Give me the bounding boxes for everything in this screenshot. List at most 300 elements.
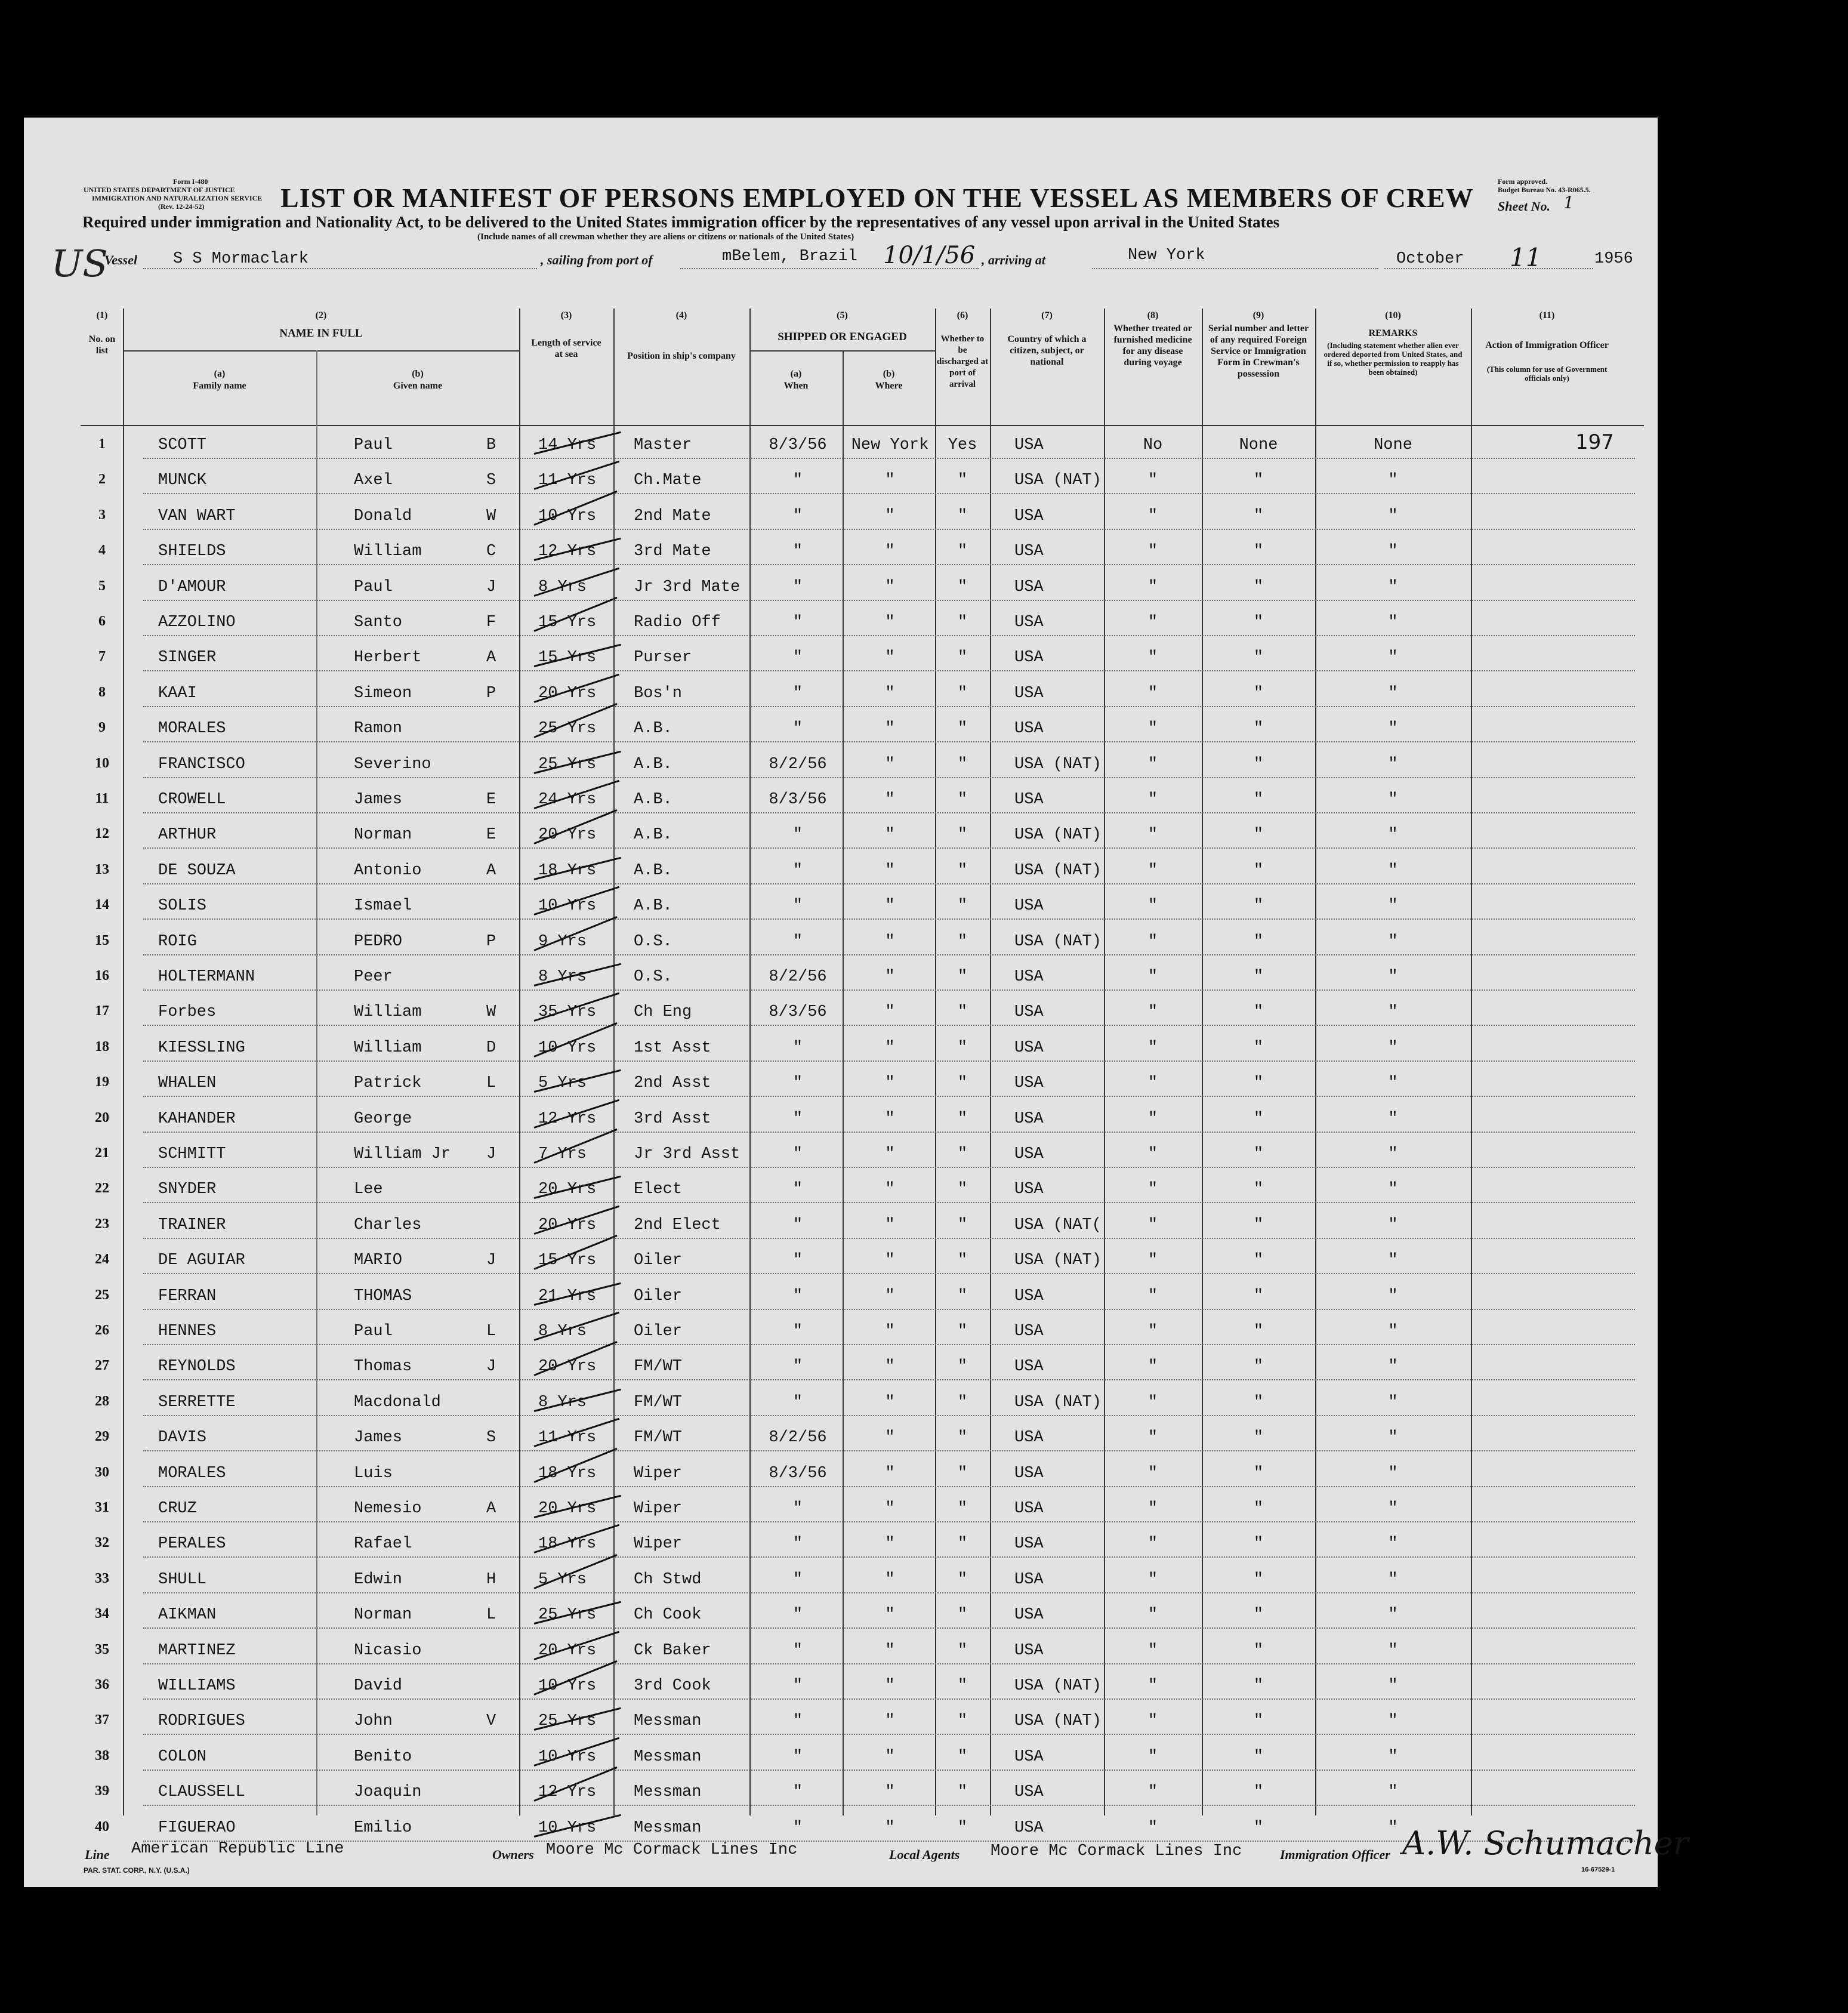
service-length: 25 Yrs	[538, 720, 597, 738]
shipped-when: "	[792, 1570, 803, 1589]
shipped-where: "	[885, 1535, 895, 1553]
service-length: 20 Yrs	[538, 1641, 597, 1660]
crew-row	[24, 676, 1658, 712]
shipped-where: "	[885, 826, 895, 844]
col11-note: (This column for use of Government officials only)	[1486, 365, 1608, 383]
serial-number: "	[1253, 649, 1264, 667]
remarks: "	[1388, 614, 1398, 631]
medicine: "	[1147, 720, 1158, 738]
service-length: 10 Yrs	[538, 1818, 597, 1837]
given-name: Ismael	[354, 897, 412, 915]
discharge: "	[957, 614, 968, 631]
col5b-number: (b)	[883, 369, 895, 379]
family-name: ARTHUR	[158, 826, 217, 844]
position: Ch Stwd	[634, 1570, 702, 1589]
serial-number: "	[1253, 861, 1264, 880]
given-name: William	[354, 1038, 422, 1057]
shipped-when: "	[792, 1323, 803, 1340]
shipped-when: "	[792, 826, 803, 844]
family-name: FIGUERAO	[158, 1818, 236, 1837]
shipped-when: "	[792, 1358, 803, 1376]
shipped-where: "	[885, 1429, 895, 1447]
row-rule	[143, 1592, 1635, 1593]
country: USA	[1014, 968, 1044, 986]
given-name: Nicasio	[354, 1641, 422, 1660]
discharge: "	[957, 1641, 968, 1660]
row-number: 21	[95, 1145, 109, 1161]
col2b-header: Given name	[393, 381, 443, 391]
row-rule	[143, 847, 1635, 849]
col3-number: (3)	[560, 310, 572, 320]
serial-number: "	[1253, 614, 1264, 631]
remarks: "	[1388, 1677, 1398, 1695]
row-number: 1	[98, 436, 106, 452]
given-name: Thomas	[354, 1358, 412, 1376]
given-name: James	[354, 791, 403, 809]
remarks: "	[1388, 861, 1398, 880]
shipped-when: "	[792, 1393, 803, 1411]
given-name: Peer	[354, 968, 393, 986]
shipped-when: 8/2/56	[769, 1429, 827, 1447]
remarks: "	[1388, 1783, 1398, 1802]
given-name: Rafael	[354, 1535, 412, 1553]
row-number: 18	[95, 1038, 109, 1055]
shipped-when: "	[792, 1747, 803, 1766]
discharge: "	[957, 1677, 968, 1695]
family-name: RODRIGUES	[158, 1712, 245, 1731]
sailing-label: , sailing from port of	[541, 252, 653, 267]
shipped-where: "	[885, 1323, 895, 1340]
row-rule	[143, 600, 1635, 601]
col4-header: Position in ship's company	[627, 351, 736, 361]
country: USA	[1014, 436, 1044, 454]
given-name: Severino	[354, 755, 431, 773]
crew-row	[24, 1137, 1658, 1173]
middle-initial: A	[486, 649, 496, 667]
service-length: 35 Yrs	[538, 1003, 597, 1022]
service-length: 18 Yrs	[538, 861, 597, 880]
middle-initial: D	[486, 1038, 496, 1057]
remarks: "	[1388, 1712, 1398, 1731]
shipped-when: "	[792, 720, 803, 738]
service-length: 20 Yrs	[538, 1500, 597, 1518]
vessel-label: Vessel	[104, 252, 137, 267]
shipped-where: "	[885, 1500, 895, 1518]
given-name: Charles	[354, 1216, 422, 1234]
service-length: 5 Yrs	[538, 1074, 587, 1093]
country: USA (NAT)	[1014, 755, 1102, 773]
departure-port: mBelem, Brazil	[722, 248, 857, 266]
col11-header: Action of Immigration Officer	[1485, 340, 1609, 350]
family-name: FRANCISCO	[158, 755, 245, 773]
family-name: CRUZ	[158, 1500, 197, 1518]
shipped-when: 8/3/56	[769, 791, 827, 809]
given-name: Simeon	[354, 684, 412, 702]
medicine: "	[1147, 791, 1158, 809]
crew-row	[24, 1704, 1658, 1740]
country: USA	[1014, 1606, 1044, 1624]
crew-row	[24, 1243, 1658, 1279]
medicine: "	[1147, 1570, 1158, 1589]
remarks: "	[1388, 684, 1398, 702]
sheet-label: Sheet No.	[1498, 199, 1550, 214]
given-name: William Jr	[354, 1145, 451, 1163]
given-name: Joaquin	[354, 1783, 422, 1802]
line-label: Line	[85, 1847, 110, 1862]
medicine: "	[1147, 1818, 1158, 1837]
discharge: "	[957, 1464, 968, 1482]
serial-number: "	[1253, 1074, 1264, 1093]
discharge: "	[957, 542, 968, 561]
country: USA	[1014, 614, 1044, 631]
row-number: 39	[95, 1783, 109, 1799]
shipped-where: "	[885, 861, 895, 880]
medicine: "	[1147, 1393, 1158, 1411]
discharge: "	[957, 861, 968, 880]
col9-number: (9)	[1252, 310, 1264, 320]
crew-row	[24, 1031, 1658, 1066]
shipped-when: "	[792, 1038, 803, 1057]
row-rule	[143, 741, 1635, 742]
family-name: D'AMOUR	[158, 578, 226, 596]
shipped-when: "	[792, 861, 803, 880]
shipped-when: "	[792, 1677, 803, 1695]
row-rule	[143, 1132, 1635, 1133]
country: USA	[1014, 1180, 1044, 1199]
sheet-number: 1	[1563, 193, 1574, 212]
service-length: 8 Yrs	[538, 1323, 587, 1340]
row-rule	[143, 1486, 1635, 1487]
shipped-when: 8/2/56	[769, 755, 827, 773]
country: USA	[1014, 1145, 1044, 1163]
middle-initial: P	[486, 932, 496, 951]
medicine: "	[1147, 826, 1158, 844]
family-name: DAVIS	[158, 1429, 207, 1447]
row-rule	[143, 1770, 1635, 1771]
shipped-when: "	[792, 684, 803, 702]
shipped-where: "	[885, 1145, 895, 1163]
crew-inclusion-note: (Include names of all crewman whether they are aliens or citizens or nationals of the United States)	[477, 232, 854, 242]
shipped-when: 8/3/56	[769, 1003, 827, 1022]
medicine: "	[1147, 1535, 1158, 1553]
country: USA	[1014, 791, 1044, 809]
row-rule	[143, 954, 1635, 955]
country: USA	[1014, 1535, 1044, 1553]
shipped-where: "	[885, 471, 895, 490]
remarks: "	[1388, 1109, 1398, 1128]
service-length: 18 Yrs	[538, 1535, 597, 1553]
service-length: 12 Yrs	[538, 1783, 597, 1802]
service-length: 8 Yrs	[538, 968, 587, 986]
serial-number: "	[1253, 791, 1264, 809]
given-name: Nemesio	[354, 1500, 422, 1518]
row-rule	[143, 1521, 1635, 1522]
row-number: 17	[95, 1003, 109, 1019]
shipped-where: "	[885, 542, 895, 561]
col8-header: Whether treated or furnished medicine for any disease during voyage	[1113, 323, 1192, 368]
given-name: Antonio	[354, 861, 422, 880]
position: Oiler	[634, 1287, 683, 1305]
crew-row	[24, 1633, 1658, 1669]
country: USA	[1014, 1038, 1044, 1057]
family-name: DE SOUZA	[158, 861, 236, 880]
position: Radio Off	[634, 614, 721, 631]
shipped-when: "	[792, 1074, 803, 1093]
crew-row	[24, 1491, 1658, 1527]
medicine: "	[1147, 1783, 1158, 1802]
discharge: "	[957, 1216, 968, 1234]
family-name: CLAUSSELL	[158, 1783, 245, 1802]
remarks: "	[1388, 1145, 1398, 1163]
crew-row	[24, 640, 1658, 676]
family-name: AZZOLINO	[158, 614, 236, 631]
shipped-where: "	[885, 791, 895, 809]
shipped-where: "	[885, 1251, 895, 1270]
row-rule	[143, 458, 1635, 459]
serial-number: "	[1253, 1570, 1264, 1589]
serial-number: "	[1253, 1180, 1264, 1199]
row-number: 34	[95, 1606, 109, 1622]
remarks: "	[1388, 1500, 1398, 1518]
arrival-port: New York	[1128, 246, 1205, 264]
discharge: "	[957, 1323, 968, 1340]
remarks: "	[1388, 1323, 1398, 1340]
row-rule	[143, 1663, 1635, 1664]
col5-header: SHIPPED OR ENGAGED	[778, 331, 907, 343]
col7-number: (7)	[1041, 310, 1053, 320]
country: USA	[1014, 1109, 1044, 1128]
given-name: Donald	[354, 507, 412, 525]
remarks: "	[1388, 471, 1398, 490]
remarks: "	[1388, 578, 1398, 596]
crew-row	[24, 605, 1658, 641]
serial-number: "	[1253, 1323, 1264, 1340]
crew-row	[24, 428, 1658, 464]
serial-number: "	[1253, 1038, 1264, 1057]
shipped-where: "	[885, 1393, 895, 1411]
crew-row	[24, 853, 1658, 889]
remarks: "	[1388, 1747, 1398, 1766]
shipped-where: "	[885, 932, 895, 951]
row-rule	[143, 1238, 1635, 1239]
row-rule	[143, 1096, 1635, 1097]
discharge: "	[957, 1358, 968, 1376]
family-name: Forbes	[158, 1003, 217, 1022]
family-name: PERALES	[158, 1535, 226, 1553]
country: USA	[1014, 1358, 1044, 1376]
row-rule	[143, 670, 1635, 671]
shipped-where: "	[885, 1783, 895, 1802]
discharge: "	[957, 1251, 968, 1270]
remarks: "	[1388, 1251, 1398, 1270]
family-name: KIESSLING	[158, 1038, 245, 1057]
medicine: "	[1147, 1109, 1158, 1128]
crew-row	[24, 1102, 1658, 1137]
row-number: 40	[95, 1818, 109, 1835]
remarks: "	[1388, 932, 1398, 951]
row-number: 23	[95, 1216, 109, 1232]
row-rule	[143, 706, 1635, 707]
remarks: "	[1388, 1429, 1398, 1447]
position: Wiper	[634, 1535, 683, 1553]
family-name: MARTINEZ	[158, 1641, 236, 1660]
shipped-when: "	[792, 1145, 803, 1163]
discharge: "	[957, 1606, 968, 1624]
position: Wiper	[634, 1464, 683, 1482]
crew-row	[24, 1775, 1658, 1811]
medicine: "	[1147, 1641, 1158, 1660]
discharge: "	[957, 1145, 968, 1163]
service-length: 25 Yrs	[538, 1606, 597, 1624]
serial-number: "	[1253, 1641, 1264, 1660]
arrival-day: 11	[1510, 243, 1542, 272]
country: USA (NAT)	[1014, 1712, 1102, 1731]
row-rule	[143, 1344, 1635, 1345]
crew-row	[24, 782, 1658, 818]
shipped-where: "	[885, 1287, 895, 1305]
shipped-when: "	[792, 1500, 803, 1518]
shipped-where: "	[885, 1109, 895, 1128]
medicine: "	[1147, 1606, 1158, 1624]
serial-number: "	[1253, 1109, 1264, 1128]
remarks: "	[1388, 1606, 1398, 1624]
discharge: "	[957, 1074, 968, 1093]
serial-number: "	[1253, 720, 1264, 738]
row-number: 22	[95, 1180, 109, 1197]
remarks: "	[1388, 826, 1398, 844]
medicine: "	[1147, 649, 1158, 667]
given-name: Norman	[354, 1606, 412, 1624]
row-number: 6	[98, 614, 106, 629]
page-title: LIST OR MANIFEST OF PERSONS EMPLOYED ON THE VESSEL AS MEMBERS OF CREW	[280, 183, 1474, 213]
given-name: James	[354, 1429, 403, 1447]
family-name: KAAI	[158, 684, 197, 702]
col1-header: No. on list	[88, 334, 116, 356]
crew-row	[24, 1598, 1658, 1633]
row-rule	[143, 1167, 1635, 1168]
crew-row	[24, 889, 1658, 924]
col5b-header: Where	[875, 381, 903, 391]
crew-row	[24, 960, 1658, 995]
shipped-when: "	[792, 471, 803, 490]
page-subtitle: Required under immigration and Nationality Act, to be delivered to the United States immigration officer by the representatives of any vessel upon arrival in the United States	[82, 213, 1280, 231]
given-name: Edwin	[354, 1570, 403, 1589]
shipped-where: "	[885, 1641, 895, 1660]
country: USA	[1014, 1003, 1044, 1022]
shipped-when: "	[792, 1180, 803, 1199]
shipping-line: American Republic Line	[131, 1840, 344, 1858]
service-length: 25 Yrs	[538, 1712, 597, 1731]
crew-row	[24, 1279, 1658, 1315]
discharge: "	[957, 1535, 968, 1553]
shipped-where: "	[885, 1606, 895, 1624]
medicine: "	[1147, 1216, 1158, 1234]
printer-credit: PAR. STAT. CORP., N.Y. (U.S.A.)	[84, 1866, 190, 1875]
remarks: None	[1374, 436, 1412, 454]
position: O.S.	[634, 968, 672, 986]
family-name: SINGER	[158, 649, 217, 667]
family-name: CROWELL	[158, 791, 226, 809]
family-name: COLON	[158, 1747, 207, 1766]
serial-number: "	[1253, 755, 1264, 773]
row-number: 11	[95, 791, 109, 806]
agents-label: Local Agents	[889, 1847, 960, 1862]
col5-number: (5)	[837, 310, 848, 320]
middle-initial: L	[486, 1074, 496, 1093]
country: USA (NAT)	[1014, 1677, 1102, 1695]
country: USA	[1014, 1074, 1044, 1093]
position: A.B.	[634, 897, 672, 915]
discharge: "	[957, 1500, 968, 1518]
discharge: "	[957, 649, 968, 667]
family-name: HOLTERMANN	[158, 968, 255, 986]
country: USA (NAT)	[1014, 826, 1102, 844]
row-number: 31	[95, 1500, 109, 1515]
medicine: "	[1147, 1500, 1158, 1518]
service-length: 10 Yrs	[538, 897, 597, 915]
row-number: 8	[98, 684, 106, 700]
discharge: "	[957, 1783, 968, 1802]
shipped-where: "	[885, 755, 895, 773]
family-name: REYNOLDS	[158, 1358, 236, 1376]
country: USA (NAT)	[1014, 861, 1102, 880]
medicine: "	[1147, 1358, 1158, 1376]
row-rule	[143, 1734, 1635, 1735]
position: 3rd Asst	[634, 1109, 711, 1128]
given-name: Paul	[354, 436, 393, 454]
serial-number: "	[1253, 1358, 1264, 1376]
discharge: "	[957, 1180, 968, 1199]
position: Messman	[634, 1747, 702, 1766]
given-name: Ramon	[354, 720, 403, 738]
discharge: "	[957, 968, 968, 986]
remarks: "	[1388, 507, 1398, 525]
shipped-when: "	[792, 1287, 803, 1305]
position: 2nd Asst	[634, 1074, 711, 1093]
owners-name: Moore Mc Cormack Lines Inc	[546, 1841, 798, 1859]
shipped-when: "	[792, 1535, 803, 1553]
middle-initial: H	[486, 1570, 496, 1589]
discharge: "	[957, 755, 968, 773]
medicine: "	[1147, 614, 1158, 631]
row-number: 2	[98, 471, 106, 488]
shipped-where: "	[885, 1216, 895, 1234]
serial-number: "	[1253, 1606, 1264, 1624]
country: USA (NAT)	[1014, 932, 1102, 951]
row-number: 3	[98, 507, 106, 523]
service-length: 8 Yrs	[538, 1393, 587, 1411]
middle-initial: W	[486, 1003, 496, 1022]
crew-row	[24, 1172, 1658, 1208]
remarks: "	[1388, 649, 1398, 667]
country: USA (NAT)	[1014, 471, 1102, 490]
margin-mark: US	[51, 242, 108, 285]
given-name: Benito	[354, 1747, 412, 1766]
serial-number: "	[1253, 1712, 1264, 1731]
crew-row	[24, 1314, 1658, 1350]
remarks: "	[1388, 542, 1398, 561]
row-rule	[143, 529, 1635, 530]
service-length: 8 Yrs	[538, 578, 587, 596]
col10-number: (10)	[1385, 310, 1401, 320]
crew-row	[24, 1740, 1658, 1775]
shipped-where: "	[885, 684, 895, 702]
given-name: Lee	[354, 1180, 383, 1199]
position: Messman	[634, 1783, 702, 1802]
position: Jr 3rd Mate	[634, 578, 741, 596]
serial-number: "	[1253, 1500, 1264, 1518]
row-number: 35	[95, 1641, 109, 1657]
